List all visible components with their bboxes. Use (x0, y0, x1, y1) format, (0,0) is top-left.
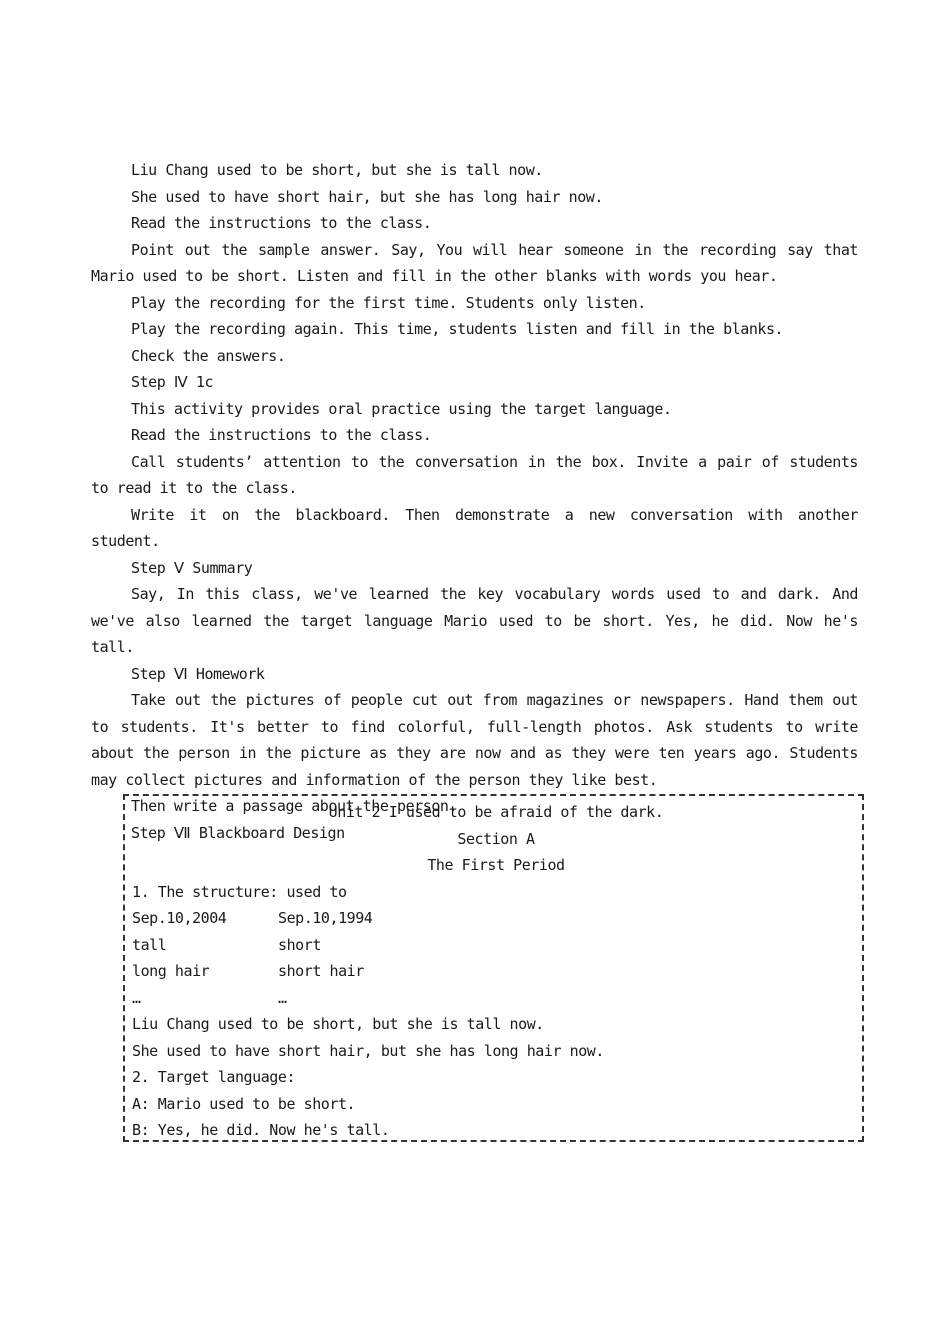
step-heading: Step Ⅵ Homework (131, 664, 265, 683)
dialogue-line-a: A: Mario used to be short. (132, 1094, 356, 1113)
comparison-row (132, 958, 855, 985)
dialogue-line-b: B: Yes, he did. Now he's tall. (132, 1121, 390, 1139)
example-sentence: She used to have short hair, but she has long hair now. (132, 1041, 604, 1060)
lesson-text (91, 157, 858, 846)
comparison-right: short hair (278, 962, 364, 980)
paragraph: Take out the pictures of people cut out from magazines or newspapers. Hand them out to students. It's better to find colorful, full-length photos. Ask students to write about the person in the picture as they are now and as they were ten years ago. Students may collect pictures and information of the person they like best. (91, 691, 858, 789)
step-heading: Step Ⅳ 1c (131, 373, 214, 391)
paragraph: Call students’ attention to the conversation in the box. Invite a pair of students to read it to the class. (91, 452, 858, 497)
paragraph: Point out the sample answer. Say, You will hear someone in the recording say that Mario used to be short. Listen and fill in the other blanks with words you hear. (91, 240, 858, 285)
comparison-right: Sep.10,1994 (278, 909, 373, 927)
comparison-right: short (278, 935, 321, 954)
paragraph: Then write a passage about the person. (131, 797, 458, 815)
comparison-row (132, 905, 855, 932)
step-heading: Step Ⅴ Summary (131, 558, 253, 577)
paragraph: Read the instructions to the class. (131, 214, 432, 232)
board-period: The First Period (427, 856, 565, 874)
paragraph: Read the instructions to the class. (131, 426, 432, 444)
paragraph: Check the answers. (131, 346, 286, 365)
paragraph: Liu Chang used to be short, but she is tall now. (131, 161, 543, 179)
comparison-row (132, 932, 855, 959)
comparison-left: tall (132, 935, 167, 954)
paragraph: She used to have short hair, but she has long hair now. (131, 187, 603, 206)
comparison-row (132, 985, 855, 1012)
board-section: Section A (457, 829, 535, 848)
blackboard-design-box (123, 794, 864, 1142)
board-title: Unit 2 I used to be afraid of the dark. (328, 803, 664, 821)
paragraph: Play the recording for the first time. Students only listen. (131, 293, 646, 312)
paragraph: Write it on the blackboard. Then demonstrate a new conversation with another student. (91, 505, 858, 550)
comparison-left: Sep.10,2004 (132, 909, 227, 927)
comparison-left: long hair (132, 962, 210, 980)
structure-heading: 1. The structure: used to (132, 882, 347, 901)
comparison-right: … (278, 988, 287, 1007)
step-heading: Step Ⅶ Blackboard Design (131, 823, 345, 842)
example-sentence: Liu Chang used to be short, but she is tall now. (132, 1015, 544, 1033)
comparison-left: … (132, 988, 141, 1007)
target-heading: 2. Target language: (132, 1068, 296, 1086)
paragraph: Say, In this class, we've learned the key vocabulary words used to and dark. And we've also learned the target language Mario used to be short. Yes, he did. Now he's tall. (91, 585, 858, 656)
paragraph: Play the recording again. This time, students listen and fill in the blanks. (131, 320, 784, 338)
paragraph: This activity provides oral practice using the target language. (131, 399, 672, 418)
